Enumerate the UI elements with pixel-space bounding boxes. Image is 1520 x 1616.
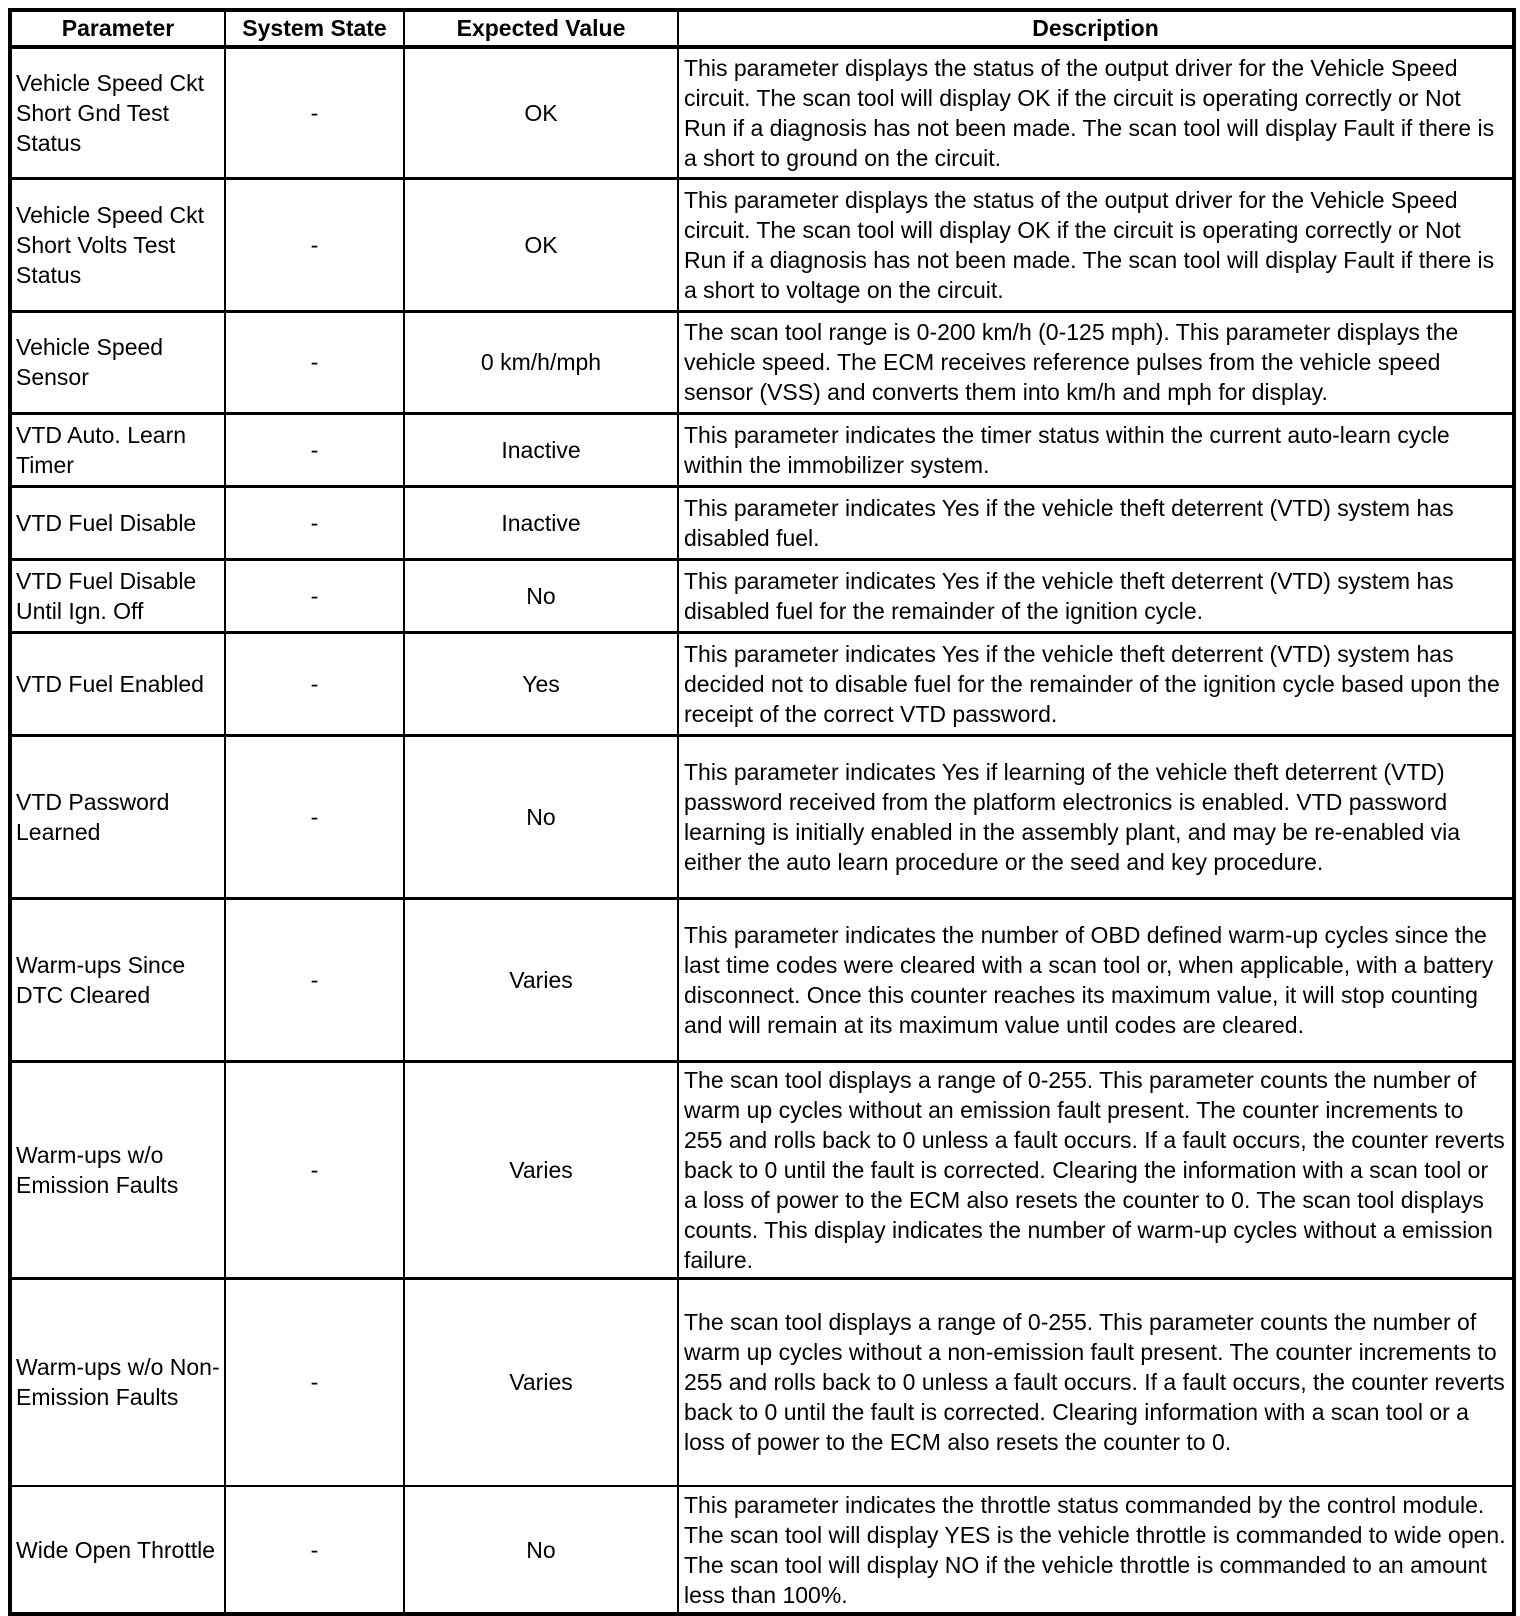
system-state-cell: -	[225, 1486, 404, 1614]
expected-value-cell: Inactive	[404, 486, 678, 559]
system-state-cell: -	[225, 898, 404, 1061]
description-cell: This parameter indicates Yes if the vehicle theft deterrent (VTD) system has decided not to disable fuel for the remainder of the ignition cycle based upon the receipt of the correct VTD password.	[678, 632, 1514, 735]
parameter-cell: Wide Open Throttle	[10, 1486, 225, 1614]
parameter-cell: VTD Fuel Disable	[10, 486, 225, 559]
description-cell: This parameter indicates Yes if the vehicle theft deterrent (VTD) system has disabled fuel for the remainder of the ignition cycle.	[678, 559, 1514, 632]
description-cell: This parameter indicates the throttle status commanded by the control module. The scan tool will display YES is the vehicle throttle is commanded to wide open. The scan tool will display NO if the vehicle throttle is commanded to an amount less than 100%.	[678, 1486, 1514, 1614]
table-row	[10, 486, 1514, 559]
description-cell: This parameter indicates Yes if the vehicle theft deterrent (VTD) system has disabled fuel.	[678, 486, 1514, 559]
expected-value-cell: OK	[404, 47, 678, 178]
system-state-cell: -	[225, 559, 404, 632]
parameter-cell: Warm-ups w/o Non-Emission Faults	[10, 1278, 225, 1486]
expected-value-cell: Yes	[404, 632, 678, 735]
table-row	[10, 735, 1514, 898]
parameter-table-container	[8, 8, 1516, 1616]
parameter-cell: Vehicle Speed Ckt Short Gnd Test Status	[10, 47, 225, 178]
expected-value-cell: Varies	[404, 1278, 678, 1486]
expected-value-cell: OK	[404, 178, 678, 311]
expected-value-cell: Inactive	[404, 413, 678, 486]
description-cell: This parameter indicates the timer status within the current auto-learn cycle within the immobilizer system.	[678, 413, 1514, 486]
parameter-cell: Vehicle Speed Ckt Short Volts Test Status	[10, 178, 225, 311]
description-cell: This parameter displays the status of the output driver for the Vehicle Speed circuit. The scan tool will display OK if the circuit is operating correctly or Not Run if a diagnosis has not been made. The scan tool will display Fault if there is a short to voltage on the circuit.	[678, 178, 1514, 311]
system-state-cell: -	[225, 311, 404, 413]
parameter-cell: Vehicle Speed Sensor	[10, 311, 225, 413]
scan-tool-parameter-table	[8, 8, 1516, 1616]
parameter-cell: VTD Auto. Learn Timer	[10, 413, 225, 486]
table-row	[10, 559, 1514, 632]
expected-value-cell: No	[404, 735, 678, 898]
expected-value-cell: Varies	[404, 898, 678, 1061]
parameter-cell: Warm-ups Since DTC Cleared	[10, 898, 225, 1061]
parameter-cell: VTD Password Learned	[10, 735, 225, 898]
table-row	[10, 632, 1514, 735]
expected-value-cell: Varies	[404, 1061, 678, 1278]
system-state-cell: -	[225, 735, 404, 898]
header-expected-value: Expected Value	[404, 10, 678, 47]
header-description: Description	[678, 10, 1514, 47]
table-row	[10, 1061, 1514, 1278]
table-row	[10, 898, 1514, 1061]
parameter-cell: VTD Fuel Enabled	[10, 632, 225, 735]
system-state-cell: -	[225, 1061, 404, 1278]
table-row	[10, 311, 1514, 413]
header-parameter: Parameter	[10, 10, 225, 47]
description-cell: The scan tool range is 0-200 km/h (0-125 mph). This parameter displays the vehicle speed. The ECM receives reference pulses from the vehicle speed sensor (VSS) and converts them into km/h and mph for display.	[678, 311, 1514, 413]
table-row	[10, 178, 1514, 311]
system-state-cell: -	[225, 178, 404, 311]
parameter-cell: Warm-ups w/o Emission Faults	[10, 1061, 225, 1278]
description-cell: This parameter indicates Yes if learning of the vehicle theft deterrent (VTD) password received from the platform electronics is enabled. VTD password learning is initially enabled in the assembly plant, and may be re-enabled via either the auto learn procedure or the seed and key procedure.	[678, 735, 1514, 898]
table-row	[10, 413, 1514, 486]
system-state-cell: -	[225, 413, 404, 486]
system-state-cell: -	[225, 632, 404, 735]
description-cell: This parameter displays the status of the output driver for the Vehicle Speed circuit. The scan tool will display OK if the circuit is operating correctly or Not Run if a diagnosis has not been made. The scan tool will display Fault if there is a short to ground on the circuit.	[678, 47, 1514, 178]
system-state-cell: -	[225, 486, 404, 559]
system-state-cell: -	[225, 1278, 404, 1486]
parameter-cell: VTD Fuel Disable Until Ign. Off	[10, 559, 225, 632]
table-row	[10, 1278, 1514, 1486]
description-cell: This parameter indicates the number of OBD defined warm-up cycles since the last time codes were cleared with a scan tool or, when applicable, with a battery disconnect. Once this counter reaches its maximum value, it will stop counting and will remain at its maximum value until codes are cleared.	[678, 898, 1514, 1061]
system-state-cell: -	[225, 47, 404, 178]
expected-value-cell: No	[404, 559, 678, 632]
header-system-state: System State	[225, 10, 404, 47]
table-row	[10, 47, 1514, 178]
expected-value-cell: 0 km/h/mph	[404, 311, 678, 413]
table-header-row	[10, 10, 1514, 47]
expected-value-cell: No	[404, 1486, 678, 1614]
table-row	[10, 1486, 1514, 1614]
description-cell: The scan tool displays a range of 0-255. This parameter counts the number of warm up cycles without an emission fault present. The counter increments to 255 and rolls back to 0 unless a fault occurs. If a fault occurs, the counter reverts back to 0 until the fault is corrected. Clearing the information with a scan tool or a loss of power to the ECM also resets the counter to 0. The scan tool displays counts. This display indicates the number of warm-up cycles without a emission failure.	[678, 1061, 1514, 1278]
description-cell: The scan tool displays a range of 0-255. This parameter counts the number of warm up cycles without a non-emission fault present. The counter increments to 255 and rolls back to 0 unless a fault occurs. If a fault occurs, the counter reverts back to 0 until the fault is corrected. Clearing information with a scan tool or a loss of power to the ECM also resets the counter to 0.	[678, 1278, 1514, 1486]
